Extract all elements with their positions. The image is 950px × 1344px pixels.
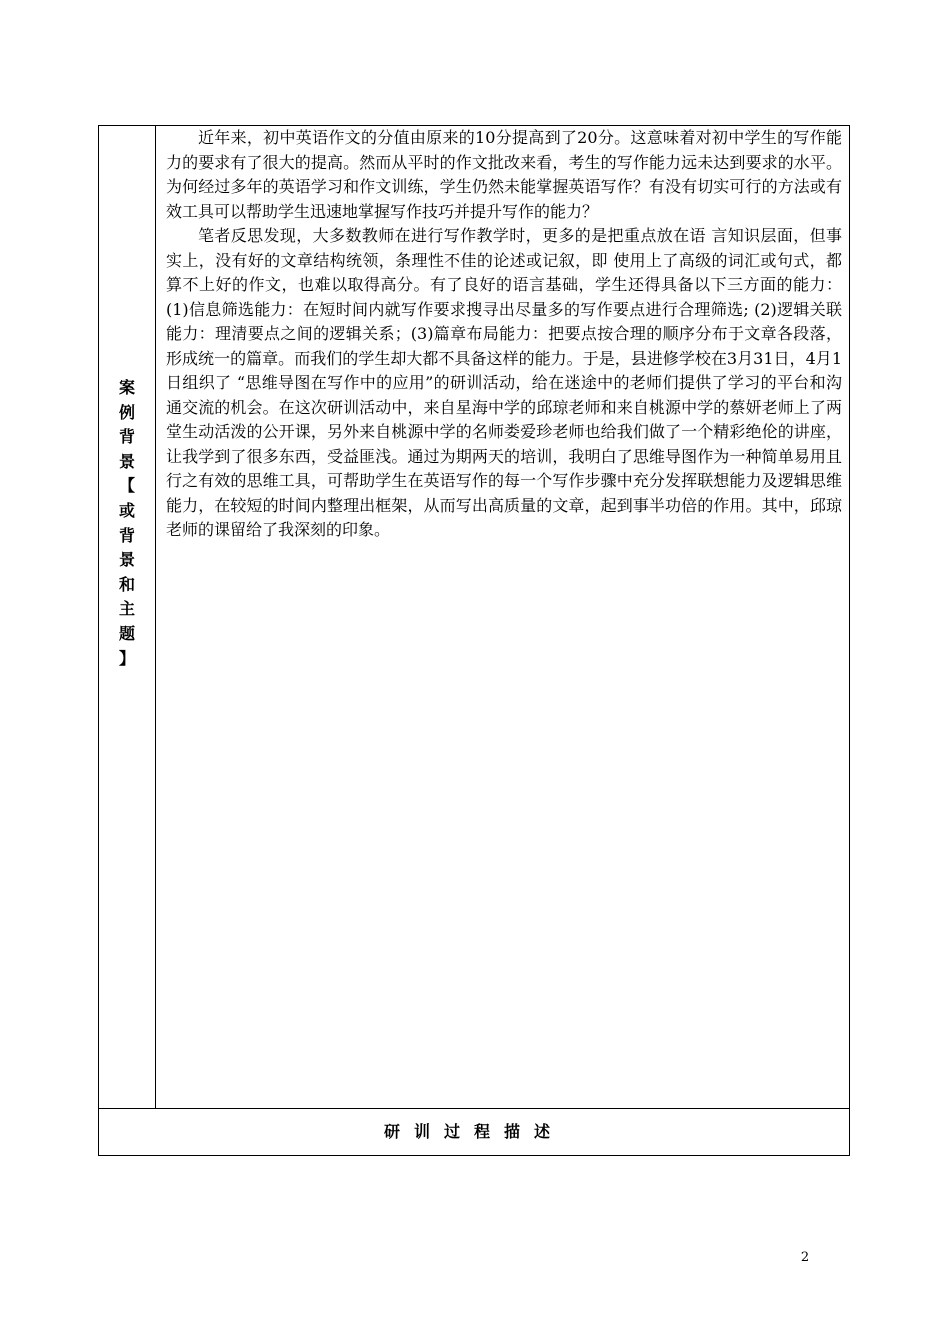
case-table (98, 125, 850, 1156)
row-label-char: 题 (118, 623, 135, 643)
row-label-char: 主 (118, 599, 135, 619)
row-label-case-background (99, 376, 155, 671)
page-number: 2 (800, 1250, 810, 1265)
row-label-char: 和 (118, 574, 135, 594)
row-label-char: 例 (118, 402, 135, 422)
paragraph-intro: 近年来，初中英语作文的分值由原来的10分提高到了20分。这意味着对初中学生的写作能力的要求有了很大的提高。然而从平时的作文批改来看，考生的写作能力远未达到要求的水平。为何经过多年的英语学习和作文训练，学生仍然未能掌握英语写作？有没有切实可行的方法或有效工具可以帮助学生迅速地掌握写作技巧并提升写作的能力？ (166, 128, 842, 221)
row-label-char: 景 (118, 550, 135, 570)
paragraph-reflection: 笔者反思发现，大多数教师在进行写作教学时，更多的是把重点放在语 言知识层面，但事实上，没有好的文章结构统领，条理性不佳的论述或记叙，即 使用上了高级的词汇或句式，都算不上好的作文，也难以取得高分。有了良好的语言基础，学生还得具备以下三方面的能力：(1)信息筛选能力：在短时间内就写作要求搜寻出尽量多的写作要点进行合理筛选; (2)逻辑关联能力：理清要点之间的逻辑关系；(3)篇章布局能力：把要点按合理的顺序分布于文章各段落，形成统一的篇章。而我们的学生却大都不具备这样的能力。于是，县进修学校在3月31日，4月1日组织了 “思维导图在写作中的应用”的研训活动，给在迷途中的老师们提供了学习的平台和沟通交流的机会。在这次研训活动中，来自星海中学的邱琼老师和来自桃源中学的蔡妍老师上了两堂生动活泼的公开课，另外来自桃源中学的名师娄爱珍老师也给我们做了一个精彩绝伦的讲座，让我学到了很多东西，受益匪浅。通过为期两天的培训，我明白了思维导图作为一种简单易用且行之有效的思维工具，可帮助学生在英语写作的每一个写作步骤中充分发挥联想能力及逻辑思维能力，在较短的时间内整理出框架，从而写出高质量的文章，起到事半功倍的作用。其中，邱琼老师的课留给了我深刻的印象。 (166, 226, 842, 539)
row-label-char: 】 (118, 648, 135, 668)
row-label-char: 景 (118, 451, 135, 471)
row-label-char: 背 (118, 525, 135, 545)
row-label-char: 背 (118, 427, 135, 447)
row-label-char: 或 (118, 500, 135, 520)
section-heading-training-process: 研训过程描述 (99, 1108, 849, 1155)
row-label-cell (99, 126, 156, 1108)
row-label-char: 【 (118, 476, 135, 496)
content-cell (156, 126, 850, 1108)
row-label-char: 案 (118, 378, 135, 397)
